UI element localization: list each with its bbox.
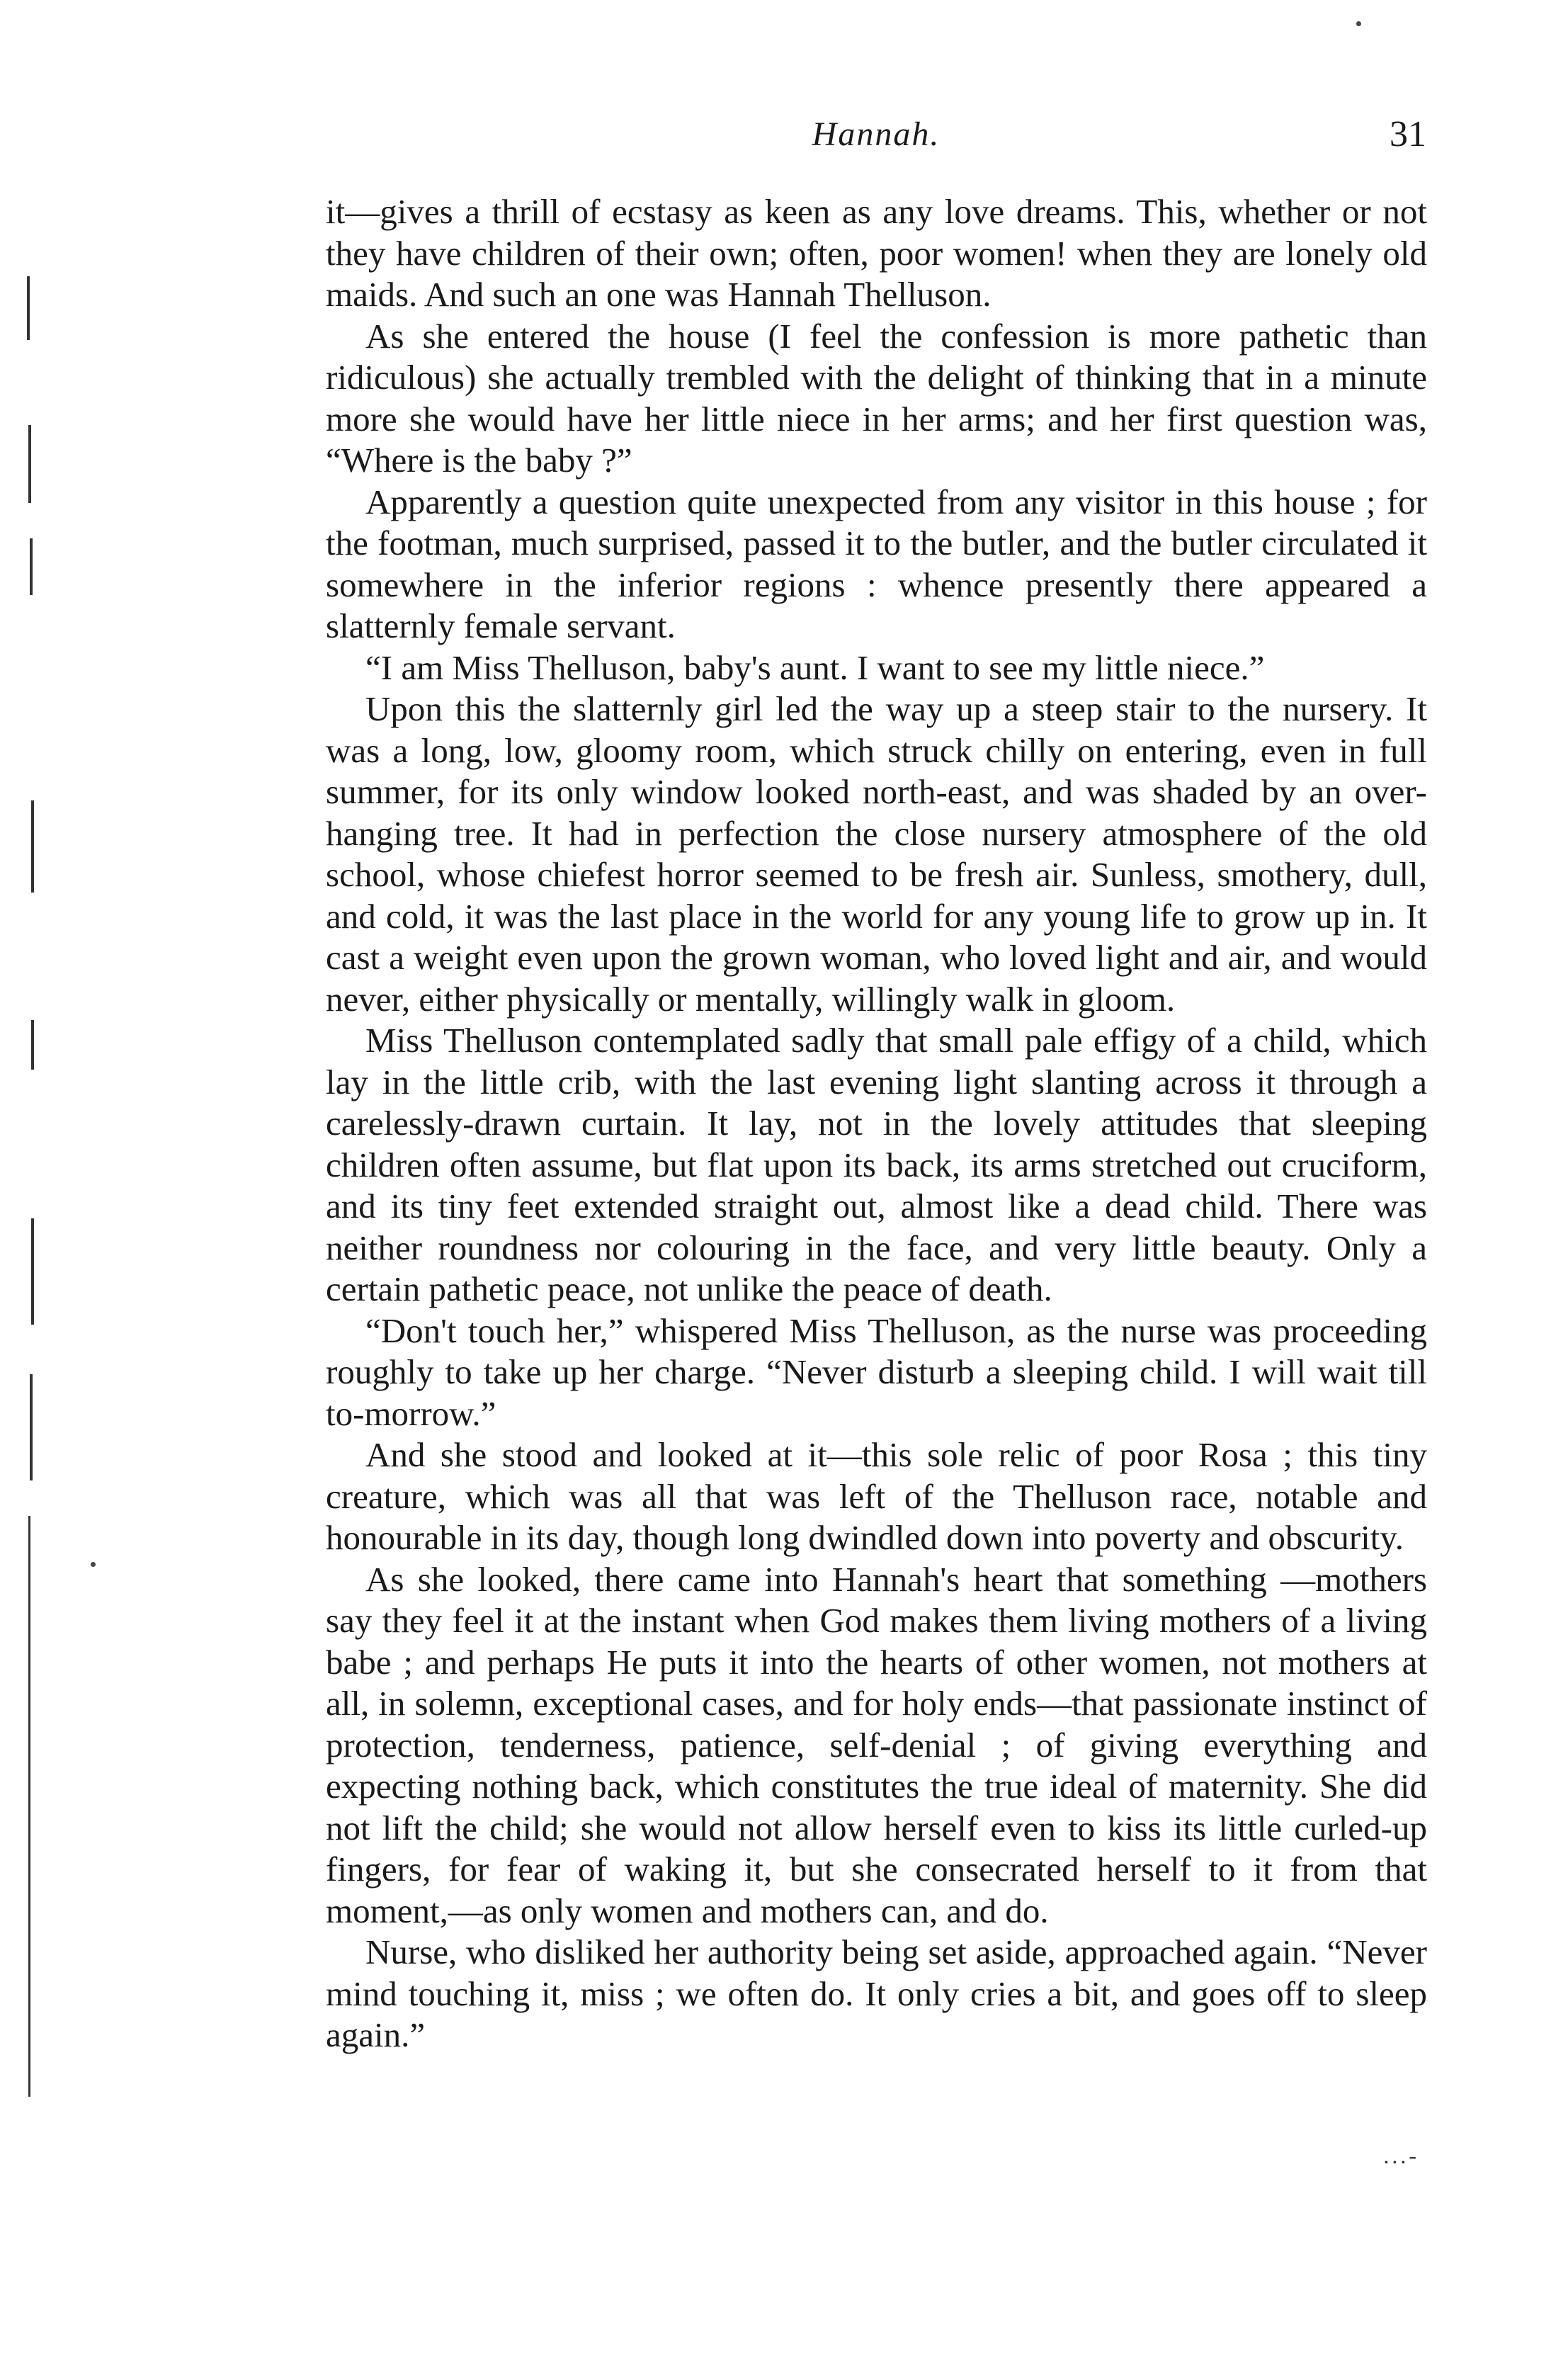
paragraph-2: As she entered the house (I feel the confession is more pathetic than ridiculous) she actually trembled with the delight of thinking that in a minute more she would have her little niece in her arms; and her first question was, “Where is the baby ?” [326,316,1427,480]
paragraph-8: And she stood and looked at it—this sole relic of poor Rosa ; this tiny creature, which was all that was left of the Thelluson race, notable and honourable in its day, though long dwindled down into poverty and obscurity. [326,1435,1427,1557]
running-head [326,113,1426,170]
scan-mark [30,538,33,595]
paragraph-5: Upon this the slatternly girl led the way up a steep stair to the nursery. It was a long, low, gloomy room, which struck chilly on entering, even in full summer, for its only window looked north-east, and was shaded by an over-hanging tree. It had in perfection the close nursery atmosphere of the old school, whose chiefest horror seemed to be fresh air. Sunless, smothery, dull, and cold, it was the last place in the world for any young life to grow up in. It cast a weight even upon the grown woman, who loved light and air, and would never, either physically or mentally, willingly walk in gloom. [326,689,1427,1019]
paragraph-6: Miss Thelluson contemplated sadly that small pale effigy of a child, which lay in the little crib, with the last evening light slanting across it through a carelessly-drawn curtain. It lay, not in the lovely attitudes that sleeping children often assume, but flat upon its back, its arms stretched out cruciform, and its tiny feet extended straight out, almost like a dead child. There was neither roundness nor colouring in the face, and very little beauty. Only a certain pathetic peace, not unlike the peace of death. [326,1021,1427,1308]
scan-mark [28,1516,30,2097]
end-mark: ...- [1383,2143,1419,2168]
paragraph-10: Nurse, who disliked her authority being set aside, approached again. “Never mind touching it, miss ; we often do. It only cries a bit, and goes off to sleep again.” [326,1932,1427,2054]
paragraph-9: As she looked, there came into Hannah's heart that something —mothers say they feel it at the instant when God makes them living mothers of a living babe ; and perhaps He puts it into the hearts of other women, not mothers at all, in solemn, exceptional cases, and for holy ends—that passionate instinct of protection, tenderness, patience, self-denial ; of giving everything and expecting nothing back, which constitutes the true ideal of maternity. She did not lift the child; she would not allow herself even to kiss its little curled-up fingers, for fear of waking it, but she consecrated herself to it from that moment,—as only women and mothers can, and do. [326,1559,1427,1930]
paragraph-4: “I am Miss Thelluson, baby's aunt. I want to see my little niece.” [365,647,1265,687]
page-number: 31 [1390,114,1426,154]
scan-mark [31,1218,34,1325]
paragraph-1: it—gives a thrill of ecstasy as keen as any love dreams. This, whether or not they have children of their own; often, poor women! when they are lonely old maids. And such an one was Hannah Thelluson. [326,192,1427,314]
paragraph-3: Apparently a question quite unexpected from any visitor in this house ; for the footman, much surprised, passed it to the butler, and the butler circulated it somewhere in the inferior regions : whence presently there appeared a slatternly female servant. [326,482,1427,645]
scan-mark [30,1374,33,1480]
body-text [326,191,1427,2056]
paragraph-7: “Don't touch her,” whispered Miss Thelluson, as the nurse was proceeding roughly to take up her charge. “Never disturb a sleeping child. I will wait till to-morrow.” [326,1310,1427,1433]
scan-mark [31,800,34,893]
running-title: Hannah. [812,115,941,153]
scan-mark [31,1020,34,1070]
scan-mark [28,425,31,503]
scan-dot [91,1562,96,1567]
scan-dot [1356,21,1361,26]
scan-mark [27,276,30,340]
